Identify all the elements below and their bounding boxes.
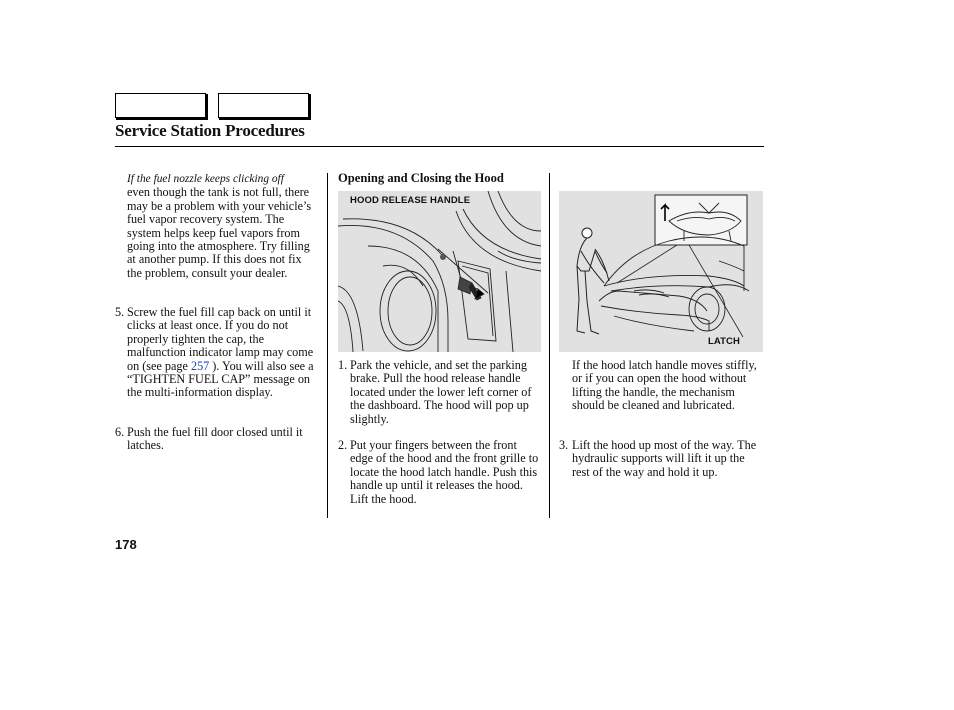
step-5-text-a: Screw the fuel fill cap back on until it clicks at least once. If you do not properly tighten the cap, the malfunction indicator lamp may come on (see page	[127, 305, 314, 373]
column-divider-left	[327, 173, 328, 518]
hood-release-handle-label: HOOD RELEASE HANDLE	[350, 195, 471, 206]
step-1-text: Park the vehicle, and set the parking brake. Pull the hood release handle located under the lower left corner of the dashboard. The hood will pop up slightly.	[350, 358, 532, 426]
step-6-text: Push the fuel fill door closed until it latches.	[127, 425, 303, 453]
step-1-number: 1.	[338, 358, 348, 372]
nav-tab-box-1[interactable]	[115, 93, 206, 118]
fuel-nozzle-note	[127, 172, 319, 280]
fuel-nozzle-note-body: even though the tank is not full, there may be a problem with your vehicle’s fuel vapor recovery system. The system helps keep fuel vapors from going into the atmosphere. Try filling at another pump. If this does not fix the problem, consult your dealer.	[127, 185, 312, 280]
step-5-text-b: ). You will also see a “TIGHTEN FUEL CAP” message on the multi-information display.	[127, 358, 314, 400]
nav-tab-box-2[interactable]	[218, 93, 309, 118]
title-divider	[115, 146, 764, 147]
step-2-text: Put your fingers between the front edge of the hood and the front grille to locate the hood latch handle. Push this handle up until it releases the hood. Lift the hood.	[350, 438, 539, 506]
hood-release-illustration	[338, 191, 541, 352]
step-3-text: Lift the hood up most of the way. The hydraulic supports will lift it up the rest of the way and hold it up.	[572, 438, 757, 479]
hood-release-figure	[338, 191, 541, 352]
step-5-text	[127, 306, 319, 400]
hood-latch-illustration	[559, 191, 763, 352]
step-6-number: 6.	[115, 425, 125, 439]
step-3-number: 3.	[559, 438, 569, 452]
step-2-number: 2.	[338, 438, 348, 452]
hood-latch-figure	[559, 191, 763, 352]
page-title: Service Station Procedures	[115, 121, 305, 140]
latch-label: LATCH	[708, 336, 740, 347]
page-257-link[interactable]: 257	[190, 358, 210, 373]
latch-note-text: If the hood latch handle moves stiffly, or if you can open the hood without lifting the handle, the mechanism should be cleaned and lubricated.	[572, 358, 757, 413]
fuel-nozzle-note-lead: If the fuel nozzle keeps clicking off	[127, 173, 284, 185]
hood-section-heading: Opening and Closing the Hood	[338, 171, 504, 185]
page-number: 178	[115, 537, 137, 552]
step-5-number: 5.	[115, 305, 125, 319]
column-divider-right	[549, 173, 550, 518]
